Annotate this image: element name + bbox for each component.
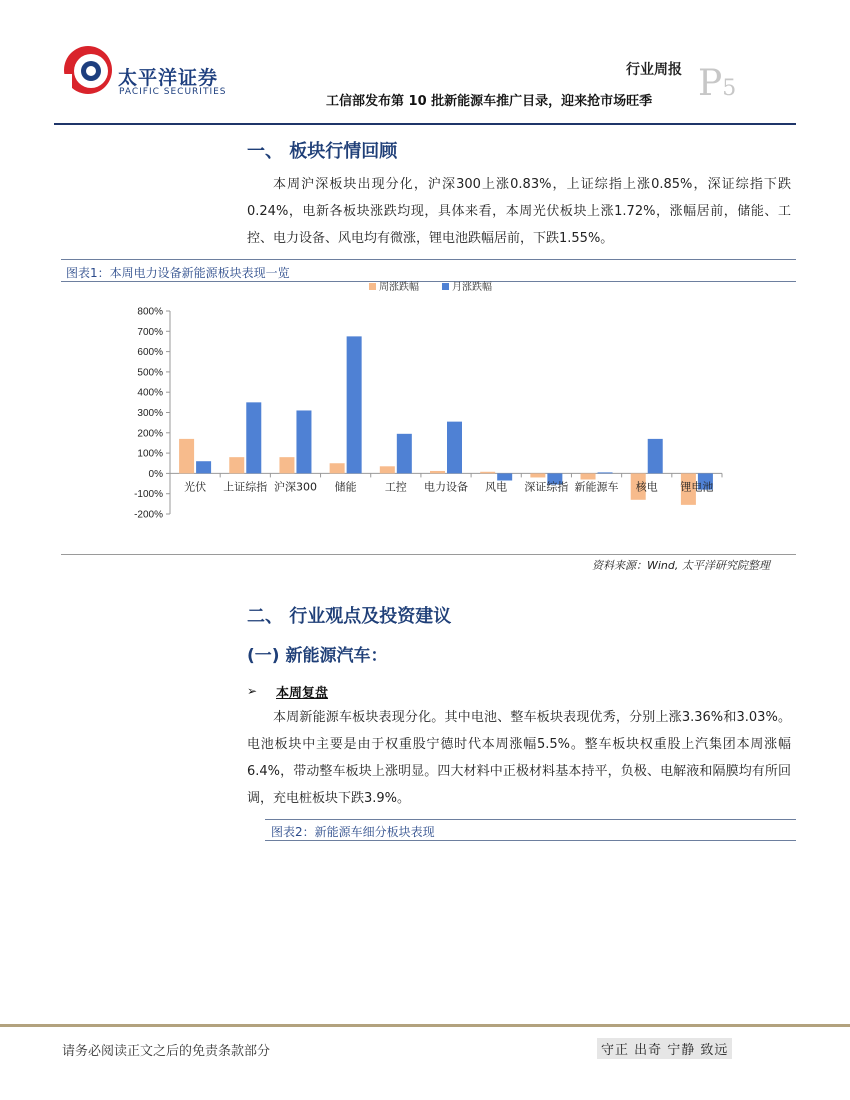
y-tick-label: -100% bbox=[134, 489, 163, 501]
bullet-title: 本周复盘 bbox=[276, 686, 329, 701]
section1-heading: 一、 板块行情回顾 bbox=[247, 141, 398, 162]
section1-paragraph: 本周沪深板块出现分化，沪深300上涨0.83%，上证综指上涨0.85%，深证综指下跌0.24%，电新各板块涨跌均现，具体来看，本周光伏板块上涨1.72%，涨幅居前，储能、工控、电力设备、风电均有微涨，锂电池跌幅居前，下跌1.55%。 bbox=[247, 177, 791, 246]
bar-monthly bbox=[598, 472, 613, 473]
bar-weekly bbox=[179, 439, 194, 474]
footer-motto: 守正 出奇 宁静 致远 bbox=[597, 1038, 732, 1059]
figure2-top-rule bbox=[265, 819, 796, 820]
figure1-bottom-rule bbox=[61, 554, 796, 555]
x-category-label: 锂电池 bbox=[680, 480, 714, 494]
bullet-arrow-icon: ➢ bbox=[247, 684, 258, 698]
x-category-label: 光伏 bbox=[184, 480, 207, 494]
section2-heading: 二、 行业观点及投资建议 bbox=[247, 606, 452, 627]
y-tick-label: -200% bbox=[134, 509, 163, 521]
figure2-caption-rule bbox=[265, 840, 796, 841]
bar-weekly bbox=[530, 473, 545, 477]
brand-name-cn: 太平洋证券 bbox=[118, 67, 219, 89]
x-category-label: 核电 bbox=[635, 480, 658, 494]
section2-subheading: (一) 新能源汽车： bbox=[247, 646, 388, 666]
y-tick-label: 0% bbox=[148, 468, 163, 480]
x-category-label: 工控 bbox=[384, 480, 407, 494]
y-tick-label: 600% bbox=[137, 347, 163, 359]
x-category-label: 深证综指 bbox=[524, 480, 569, 494]
x-category-label: 沪深300 bbox=[273, 480, 317, 494]
bar-weekly bbox=[279, 457, 294, 473]
x-category-label: 新能源车 bbox=[574, 480, 619, 494]
legend-swatch-weekly bbox=[369, 283, 376, 290]
report-title: 工信部发布第 10 批新能源车推广目录，迎来抢市场旺季 bbox=[326, 94, 653, 109]
bar-monthly bbox=[296, 410, 311, 473]
bar-monthly bbox=[447, 422, 462, 474]
footer-disclaimer: 请务必阅读正文之后的免责条款部分 bbox=[62, 1044, 271, 1059]
bar-monthly bbox=[347, 336, 362, 473]
bar-monthly bbox=[196, 461, 211, 473]
legend-swatch-monthly bbox=[442, 283, 449, 290]
legend-label-monthly: 月涨跌幅 bbox=[452, 282, 492, 293]
figure1-source: 资料来源：Wind, 太平洋研究院整理 bbox=[592, 559, 770, 572]
y-tick-label: 400% bbox=[137, 387, 163, 399]
bar-weekly bbox=[430, 471, 445, 473]
brand-name-en: PACIFIC SECURITIES bbox=[119, 87, 227, 97]
figure1-caption: 图表1：本周电力设备新能源板块表现一览 bbox=[66, 266, 290, 280]
y-tick-label: 800% bbox=[137, 306, 163, 318]
y-tick-label: 200% bbox=[137, 428, 163, 440]
bar-weekly bbox=[330, 463, 345, 473]
bar-monthly bbox=[648, 439, 663, 474]
page-prefix: P bbox=[698, 63, 723, 104]
y-tick-label: 300% bbox=[137, 408, 163, 419]
section2-paragraph: 本周新能源车板块表现分化。其中电池、整车板块表现优秀，分别上涨3.36%和3.03%。电池板块中主要是由于权重股宁德时代本周涨幅5.5%。整车板块权重股上汽集团本周涨幅6.4%，带动整车板块上涨明显。四大材料中正极材料基本持平，负极、电解液和隔膜均有所回调，充电桩板块下跌3.9%。 bbox=[247, 710, 791, 806]
x-category-label: 储能 bbox=[334, 480, 357, 494]
y-tick-label: 500% bbox=[137, 367, 163, 379]
bar-weekly bbox=[229, 457, 244, 473]
y-tick-label: 700% bbox=[137, 326, 163, 338]
bar-weekly bbox=[380, 466, 395, 473]
figure2-caption: 图表2：新能源车细分板块表现 bbox=[271, 825, 435, 839]
report-type: 行业周报 bbox=[626, 62, 682, 78]
bar-monthly bbox=[246, 402, 261, 473]
page-number-value: 5 bbox=[722, 76, 737, 101]
y-tick-label: 100% bbox=[137, 448, 163, 460]
x-category-label: 上证综指 bbox=[223, 480, 268, 494]
legend-label-weekly: 周涨跌幅 bbox=[379, 282, 419, 293]
x-category-label: 风电 bbox=[485, 480, 508, 494]
x-category-label: 电力设备 bbox=[424, 480, 468, 494]
bar-weekly bbox=[581, 473, 596, 479]
footer-rule bbox=[0, 1024, 850, 1027]
bar-monthly bbox=[397, 434, 412, 474]
bar-weekly bbox=[480, 472, 495, 474]
